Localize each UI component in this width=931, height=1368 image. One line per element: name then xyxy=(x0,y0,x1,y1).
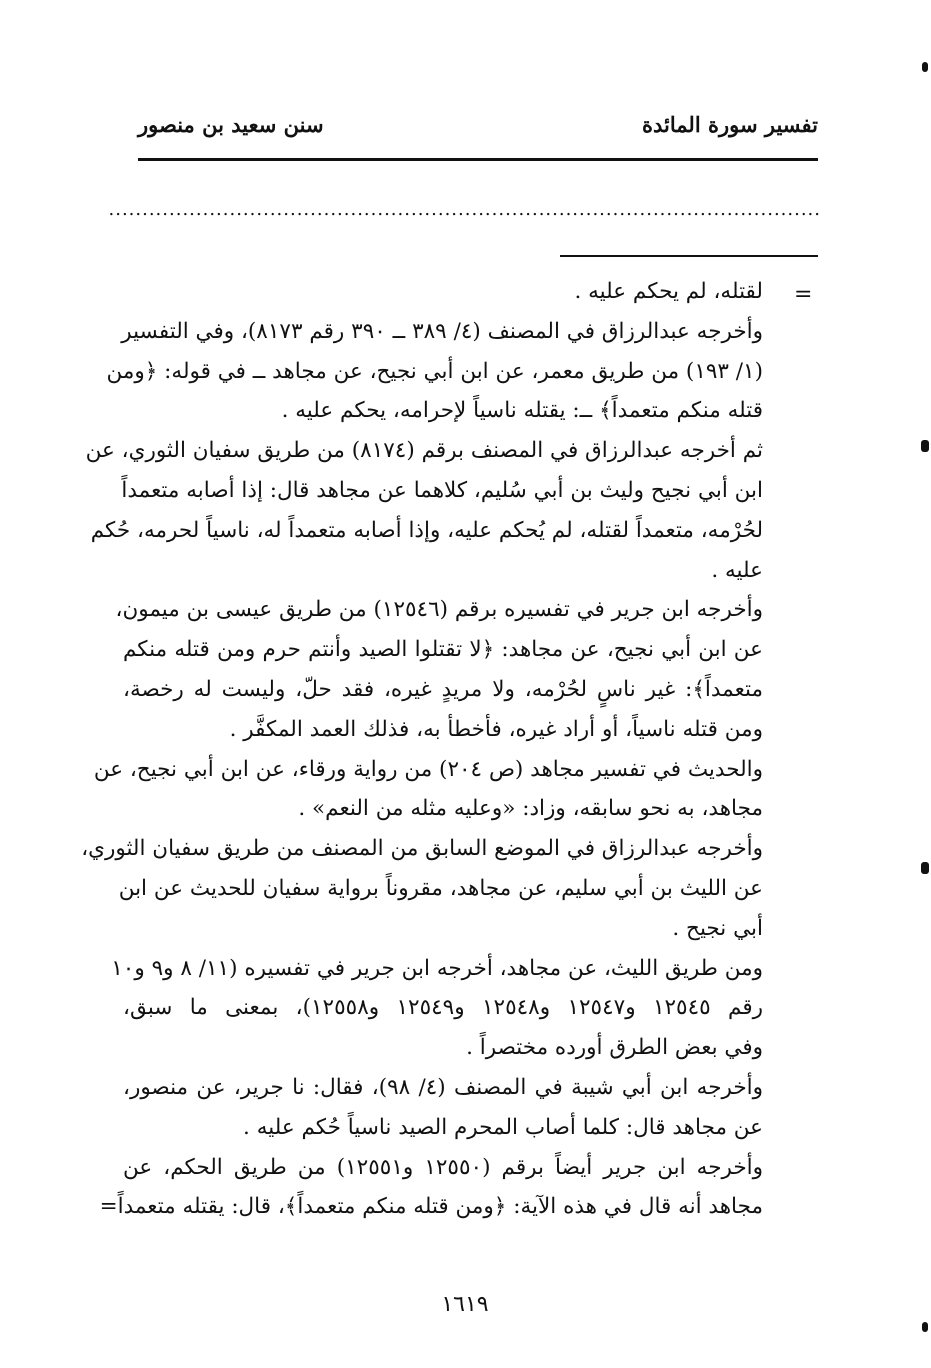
header-rule xyxy=(138,158,818,161)
text-line: عن ابن أبي نجيح، عن مجاهد: ﴿لا تقتلوا الصيد وأنتم حرم ومن قتله منكم xyxy=(123,637,763,663)
text-line: مجاهد أنه قال في هذه الآية: ﴿ومن قتله منكم متعمداً﴾، قال: يقتله متعمداً= xyxy=(99,1194,763,1220)
text-line: عن مجاهد قال: كلما أصاب المحرم الصيد ناسياً حُكم عليه . xyxy=(243,1114,763,1140)
text-line: وأخرجه ابن جرير في تفسيره برقم (١٢٥٤٦) من طريق عيسى بن ميمون، xyxy=(115,597,763,623)
scan-mark xyxy=(922,1322,928,1332)
text-line: قتله منكم متعمداً﴾ ــ: يقتله ناسياً لإحرامه، يحكم عليه . xyxy=(281,398,763,424)
text-line: وأخرجه ابن أبي شيبة في المصنف (٤/ ٩٨)، فقال: نا جرير، عن منصور، xyxy=(123,1074,763,1100)
text-line: عن الليث بن أبي سليم، عن مجاهد، مقروناً برواية سفيان للحديث عن ابن xyxy=(118,875,763,901)
text-line: أبي نجيح . xyxy=(672,915,763,941)
book-title: سنن سعيد بن منصور xyxy=(138,112,324,137)
text-line: والحديث في تفسير مجاهد (ص ٢٠٤) من رواية ورقاء، عن ابن أبي نجيح، عن xyxy=(93,756,763,782)
chapter-title: تفسير سورة المائدة xyxy=(642,112,818,137)
text-line: وفي بعض الطرق أورده مختصراً . xyxy=(466,1035,763,1061)
footnote-rule xyxy=(560,255,818,257)
text-line: رقم ١٢٥٤٥ و١٢٥٤٧ و١٢٥٤٨ و١٢٥٤٩ و١٢٥٥٨)، بمعنى ما سبق، xyxy=(123,995,764,1021)
text-line: ثم أخرجه عبدالرزاق في المصنف برقم (٨١٧٤) من طريق سفيان الثوري، عن xyxy=(85,438,763,464)
text-line: عليه . xyxy=(711,557,763,583)
text-line: ابن أبي نجيح وليث بن أبي سُليم، كلاهما عن مجاهد قال: إذا أصابه متعمداً xyxy=(121,477,763,503)
scan-mark xyxy=(921,862,929,874)
text-line: وأخرجه عبدالرزاق في الموضع السابق من المصنف من طريق سفيان الثوري، xyxy=(81,836,763,862)
dotted-separator: .......................................................................................................... xyxy=(108,199,821,220)
text-line: لحُرْمه، متعمداً لقتله، لم يُحكم عليه، وإذا أصابه متعمداً له، ناسياً لحرمه، حُكم xyxy=(90,517,763,543)
footnote-body xyxy=(81,272,764,1227)
text-line: وأخرجه عبدالرزاق في المصنف (٤/ ٣٨٩ ــ ٣٩٠ رقم ٨١٧٣)، وفي التفسير xyxy=(121,318,763,344)
continuation-mark: = xyxy=(794,282,813,307)
text-line: ومن قتله ناسياً، أو أراد غيره، فأخطأ به، فذلك العمد المكفَّر . xyxy=(229,716,763,742)
text-line: مجاهد، به نحو سابقه، وزاد: «وعليه مثله من النعم» . xyxy=(298,796,763,822)
text-line: لقتله، لم يحكم عليه . xyxy=(574,279,763,304)
scan-mark xyxy=(921,440,929,452)
text-line: (١/ ١٩٣) من طريق معمر، عن ابن أبي نجيح، عن مجاهد ــ في قوله: ﴿ومن xyxy=(106,358,763,384)
text-line: ومن طريق الليث، عن مجاهد، أخرجه ابن جرير في تفسيره (١١/ ٨ و٩ و١٠ xyxy=(111,955,763,981)
running-header xyxy=(138,112,818,152)
text-line: متعمداً﴾: غير ناسٍ لحُرْمه، ولا مريدٍ غيره، فقد حلّ، وليست له رخصة، xyxy=(123,676,763,702)
page-number: ١٦١٩ xyxy=(441,1292,489,1317)
scan-mark xyxy=(922,62,928,72)
text-line: وأخرجه ابن جرير أيضاً برقم (١٢٥٥٠ و١٢٥٥١) من طريق الحكم، عن xyxy=(123,1154,764,1180)
